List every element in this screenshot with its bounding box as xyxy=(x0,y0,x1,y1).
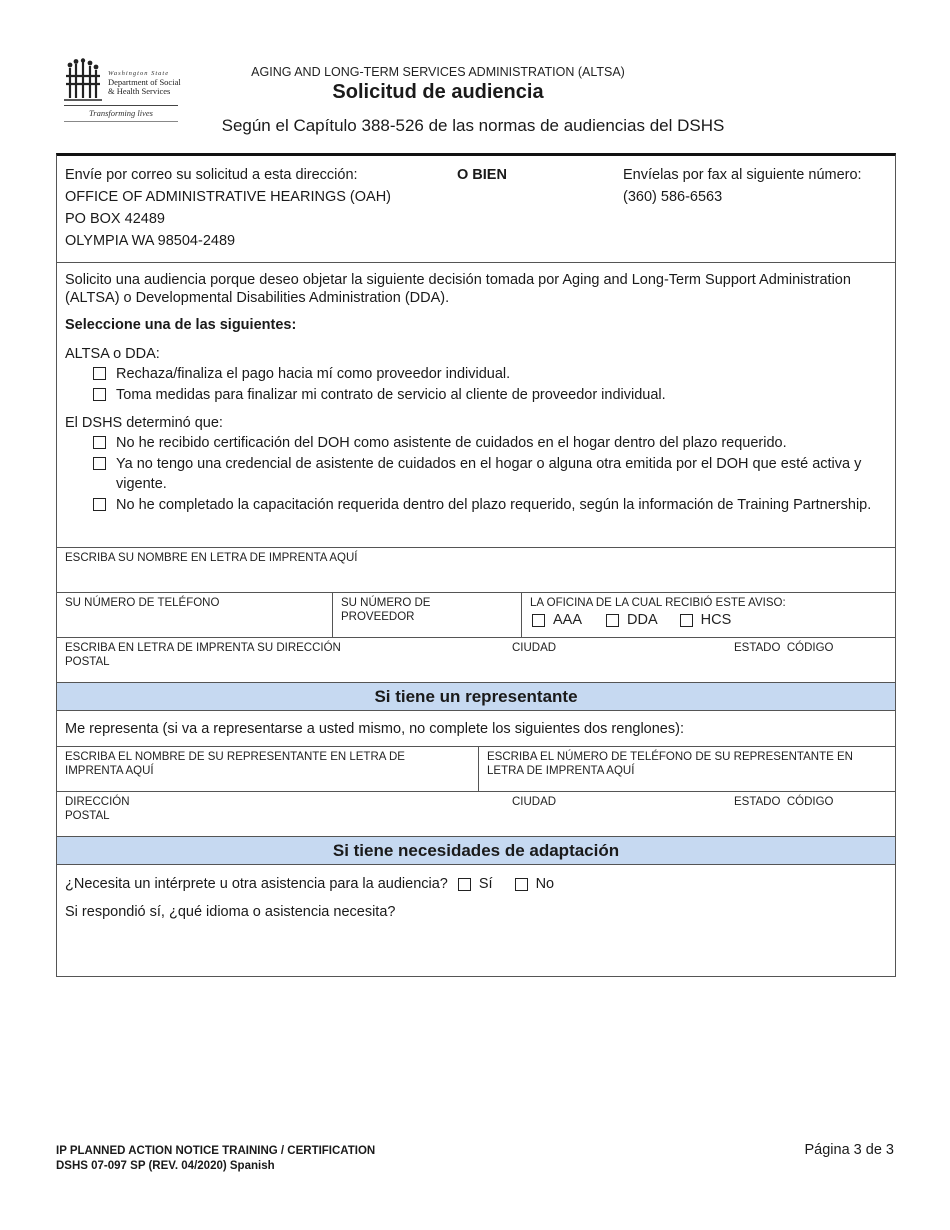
option-label: No he recibido certificación del DOH como asistente de cuidados en el hogar dentro del plazo requerido. xyxy=(116,435,787,451)
option-checkbox[interactable] xyxy=(93,457,106,470)
rep-address-field[interactable] xyxy=(57,792,895,836)
name-field[interactable] xyxy=(57,548,895,592)
option-row xyxy=(93,433,887,454)
accommodation-heading: Si tiene necesidades de adaptación xyxy=(57,837,895,865)
page-number: Página 3 de 3 xyxy=(804,1142,894,1158)
provider-number-field[interactable] xyxy=(332,593,521,637)
office-option-hcs[interactable]: HCS xyxy=(680,613,732,627)
group2-label: El DSHS determinó que: xyxy=(65,415,223,431)
option-label: Rechaza/finaliza el pago hacia mí como proveedor individual. xyxy=(116,366,511,382)
page-title: Solicitud de audiencia xyxy=(332,81,544,103)
phone-field-label: SU NÚMERO DE TELÉFONO xyxy=(65,597,220,609)
rep-phone-label: ESCRIBA EL NÚMERO DE TELÉFONO DE SU REPRESENTANTE EN LETRA DE IMPRENTA AQUÍ xyxy=(487,751,853,777)
rep-phone-field[interactable] xyxy=(478,747,895,791)
logo-tagline: Transforming lives xyxy=(89,108,153,118)
mail-pobox: PO BOX 42489 xyxy=(65,211,165,227)
mail-city: OLYMPIA WA 98504-2489 xyxy=(65,233,236,249)
rep-name-label: ESCRIBA EL NOMBRE DE SU REPRESENTANTE EN LETRA DE IMPRENTA AQUÍ xyxy=(65,751,405,777)
office-checkbox[interactable] xyxy=(606,614,619,627)
footer-form-info xyxy=(56,1144,375,1174)
office-label: LA OFICINA DE LA CUAL RECIBIÓ ESTE AVISO: xyxy=(530,597,786,609)
option-checkbox[interactable] xyxy=(93,367,106,380)
rep-address-label: DIRECCIÓN POSTAL xyxy=(65,796,130,822)
rep-name-field[interactable] xyxy=(57,747,478,791)
office-checkbox[interactable] xyxy=(680,614,693,627)
accommodation-section xyxy=(57,865,895,976)
address-field[interactable] xyxy=(57,638,895,682)
decision-intro: Solicito una audiencia porque deseo objetar la siguiente decisión tomada por Aging and Long-Term Support Administration (ALTSA) o Developmental Disabilities Administration (DDA). xyxy=(65,272,851,306)
city-label: CIUDAD xyxy=(512,642,557,654)
option-row xyxy=(93,454,887,495)
office-checkbox[interactable] xyxy=(532,614,545,627)
footer-form-id: DSHS 07-097 SP (REV. 04/2020) Spanish xyxy=(56,1160,275,1172)
fax-number: (360) 586-6563 xyxy=(623,189,723,205)
option-row xyxy=(93,495,887,516)
option-label: No he completado la capacitación requerida dentro del plazo requerido, según la información de Training Partnership. xyxy=(116,496,872,513)
phone-field[interactable] xyxy=(57,593,332,637)
yes-checkbox[interactable] xyxy=(458,878,471,891)
option-row xyxy=(93,364,887,385)
logo-dept-text: Department of Social & Health Services xyxy=(108,77,181,96)
office-option-aaa[interactable]: AAA xyxy=(532,613,582,627)
language-followup: Si respondió sí, ¿qué idioma o asistencia necesita? xyxy=(65,904,396,920)
address-label: ESCRIBA EN LETRA DE IMPRENTA SU DIRECCIÓN POSTAL xyxy=(65,642,341,668)
representative-note: Me representa (si va a representarse a usted mismo, no complete los siguientes dos renglones): xyxy=(65,720,684,737)
mail-office: OFFICE OF ADMINISTRATIVE HEARINGS (OAH) xyxy=(65,189,392,205)
option-label: Toma medidas para finalizar mi contrato de servicio al cliente de proveedor individual. xyxy=(116,386,666,403)
page-subtitle: Según el Capítulo 388-526 de las normas de audiencias del DSHS xyxy=(221,116,725,135)
footer-form-title: IP PLANNED ACTION NOTICE TRAINING / CERTIFICATION xyxy=(56,1145,376,1157)
representative-heading: Si tiene un representante xyxy=(57,683,895,711)
interpreter-question: ¿Necesita un intérprete u otra asistencia para la audiencia? xyxy=(65,876,448,892)
rep-state-zip-label: ESTADO CÓDIGO xyxy=(734,796,834,808)
option-row xyxy=(93,385,887,406)
option-checkbox[interactable] xyxy=(93,436,106,449)
interpreter-no[interactable]: No xyxy=(515,874,555,894)
office-field xyxy=(521,593,895,637)
mail-instruction: Envíe por correo su solicitud a esta dirección: xyxy=(65,167,358,183)
mailing-section xyxy=(57,156,895,263)
office-option-dda[interactable]: DDA xyxy=(606,613,658,627)
option-checkbox[interactable] xyxy=(93,388,106,401)
provider-number-label: SU NÚMERO DE PROVEEDOR xyxy=(341,597,431,623)
agency-name: AGING AND LONG-TERM SERVICES ADMINISTRATION (ALTSA) xyxy=(251,65,625,79)
select-one-label: Seleccione una de las siguientes: xyxy=(65,317,297,333)
or-label: O BIEN xyxy=(457,167,507,183)
option-label: Ya no tengo una credencial de asistente de cuidados en el hogar o alguna otra emitida por el DOH que esté activa y vigente. xyxy=(116,455,862,492)
fax-instruction: Envíelas por fax al siguiente número: xyxy=(623,167,862,183)
rep-city-label: CIUDAD xyxy=(512,796,557,808)
hearing-request-form xyxy=(56,153,896,977)
state-zip-label: ESTADO CÓDIGO xyxy=(734,642,834,654)
name-field-label: ESCRIBA SU NOMBRE EN LETRA DE IMPRENTA AQUÍ xyxy=(65,552,358,564)
interpreter-yes[interactable]: Sí xyxy=(458,874,493,894)
logo-state-text: Washington State xyxy=(108,70,170,77)
group1-label: ALTSA o DDA: xyxy=(65,346,160,362)
option-checkbox[interactable] xyxy=(93,498,106,511)
no-checkbox[interactable] xyxy=(515,878,528,891)
decision-section xyxy=(57,263,895,548)
